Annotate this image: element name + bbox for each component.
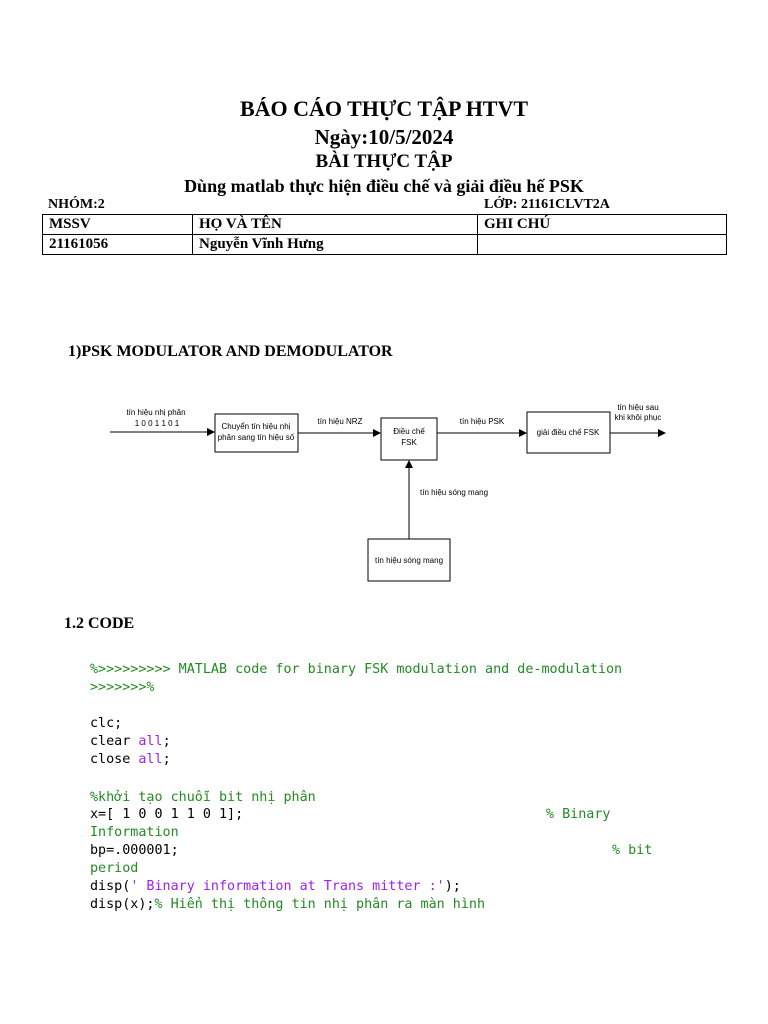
code-comment: % Binary — [546, 807, 611, 822]
cell-mssv: 21161056 — [43, 235, 193, 255]
code-token: ); — [444, 879, 461, 894]
code-line — [90, 733, 171, 751]
cell-note — [478, 235, 727, 255]
output-line1: tín hiệu sau — [617, 403, 659, 412]
code-line: %khởi tạo chuỗi bit nhị phân — [90, 790, 316, 805]
box3-label: giải điều chế FSK — [536, 428, 600, 437]
psk-label: tín hiệu PSK — [459, 417, 505, 426]
report-topic: Dùng matlab thực hiện điều chế và giải điều hế PSK — [184, 176, 584, 196]
code-line — [90, 878, 461, 896]
input-label: tín hiệu nhị phân — [126, 408, 186, 417]
code-token: ; — [162, 752, 171, 767]
code-keyword: all — [138, 752, 163, 767]
code-line: period — [90, 861, 139, 876]
code-line: Information — [90, 825, 179, 840]
class-label: LỚP: 21161CLVT2A — [484, 197, 610, 212]
code-keyword: all — [138, 734, 163, 749]
group-label: NHÓM:2 — [48, 197, 105, 212]
box1-line1: Chuyển tín hiệu nhị — [221, 422, 291, 431]
header-mssv: MSSV — [43, 215, 193, 235]
nrz-label: tín hiệu NRZ — [317, 417, 363, 426]
code-line: %>>>>>>>>> MATLAB code for binary FSK modulation and de-modulation — [90, 662, 623, 677]
code-line: bp=.000001; — [90, 843, 179, 858]
code-token: disp(x); — [90, 897, 155, 912]
box1-line2: phân sang tín hiệu số — [217, 433, 295, 442]
report-date: Ngày:10/5/2024 — [314, 125, 454, 149]
box2-line1: Điều chế — [393, 427, 425, 436]
box2-line2: FSK — [401, 438, 417, 447]
code-line — [90, 751, 171, 769]
table-row — [43, 235, 727, 255]
code-line: x=[ 1 0 0 1 1 0 1]; — [90, 807, 244, 822]
code-comment: % bit — [612, 843, 653, 858]
block-diagram — [0, 390, 768, 590]
code-token: clear — [90, 734, 139, 749]
report-title: BÁO CÁO THỰC TẬP HTVT — [239, 96, 529, 121]
code-token: close — [90, 752, 139, 767]
table-header-row — [43, 215, 727, 235]
code-token: ; — [162, 734, 171, 749]
header-name: HỌ VÀ TÊN — [193, 215, 478, 235]
carrier-label: tín hiệu sóng mang — [420, 488, 489, 497]
code-token: disp( — [90, 879, 131, 894]
report-subtitle: BÀI THỰC TẬP — [315, 151, 453, 172]
section-title-psk: 1)PSK MODULATOR AND DEMODULATOR — [68, 343, 393, 360]
input-bits: 1 0 0 1 1 0 1 — [134, 419, 180, 428]
code-line: >>>>>>>% — [90, 680, 155, 695]
code-string: ' Binary information at Trans mitter :' — [130, 879, 445, 894]
code-line — [90, 896, 485, 914]
section-title-code: 1.2 CODE — [64, 615, 135, 632]
code-comment: % Hiển thị thông tin nhị phân ra màn hình — [154, 897, 486, 912]
student-table — [42, 214, 727, 255]
header-note: GHI CHÚ — [478, 215, 727, 235]
box4-label: tín hiệu sóng mang — [374, 556, 444, 565]
cell-name: Nguyễn Vĩnh Hưng — [193, 235, 478, 255]
output-line2: khi khôi phục — [614, 413, 662, 422]
code-line: clc; — [90, 716, 123, 731]
